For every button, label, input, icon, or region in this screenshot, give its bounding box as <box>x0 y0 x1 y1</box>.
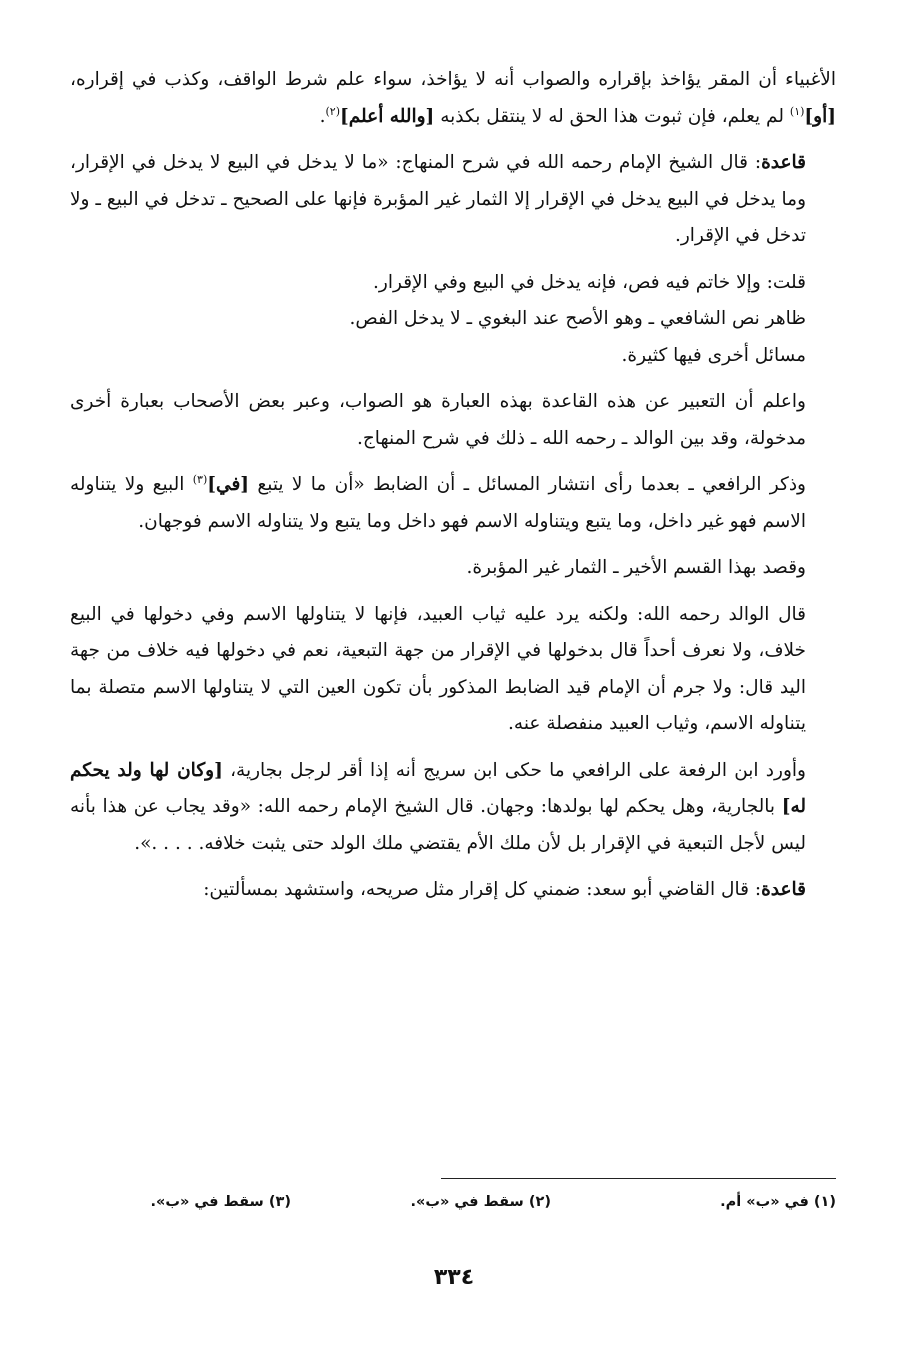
paragraph: قاعدة: قال القاضي أبو سعد: ضمني كل إقرار مثل صريحه، واستشهد بمسألتين: <box>203 879 806 900</box>
footnote-ref[interactable]: (١) <box>789 104 805 118</box>
footnote-2: (٢) سقط في «ب». <box>410 1194 551 1210</box>
paragraph-line: قلت: وإلا خاتم فيه فص، فإنه يدخل في البيع وفي الإقرار. <box>373 271 806 293</box>
paragraph: الأغبياء أن المقر يؤاخذ بإقراره والصواب أنه لا يؤاخذ، سواء علم شرط الواقف، وكذب في إقراره، [أو]$^{(١)}$ لم يعلم، فإن ثبوت هذا الحق له لا ينتقل بكذبه [والله أعلم]$^{(٢)}$. <box>70 69 836 127</box>
bracketed-insertion: [أو] <box>804 105 836 127</box>
paragraph: واعلم أن التعبير عن هذه القاعدة بهذه العبارة هو الصواب، وعبر بعض الأصحاب بعبارة أخرى مدخولة، وقد بين الوالد ـ رحمه الله ـ ذلك في شرح المنهاج. <box>70 391 806 449</box>
paragraph-line: مسائل أخرى فيها كثيرة. <box>621 344 806 366</box>
main-text <box>70 62 836 919</box>
footnote-ref[interactable]: (٢) <box>325 104 340 118</box>
bracketed-insertion: [في] <box>207 474 250 495</box>
footnote-divider <box>441 1178 836 1179</box>
paragraph: وذكر الرافعي ـ بعدما رأى انتشار المسائل ـ أن الضابط «أن ما لا يتبع [في]$^{(٣)}$ البيع ولا يتناوله الاسم فهو غير داخل، وما يتبع ويتناوله الاسم فهو داخل وما يتبع ولا يتناوله الاسم فوجهان. <box>70 472 806 532</box>
footnote-3: (٣) سقط في «ب». <box>150 1194 291 1210</box>
footnote-1: (١) في «ب» أم. <box>720 1194 836 1210</box>
paragraph: وأورد ابن الرفعة على الرافعي ما حكى ابن سريج أنه إذا أقر لرجل بجارية، [وكان لها ولد يحكم له] بالجارية، وهل يحكم لها بولدها: وجهان. قال الشيخ الإمام رحمه الله: «وقد يجاب عن هذا بأنه ليس لأجل التبعية في الإقرار بل لأن ملك الأم يقتضي ملك الولد حتى يثبت خلافه. . . . .». <box>70 759 806 854</box>
footnote-ref[interactable]: (٣) <box>192 472 208 486</box>
bracketed-insertion: [وكان لها ولد يحكم له] <box>70 759 806 817</box>
rule-heading: قاعدة <box>761 879 806 900</box>
paragraph: قاعدة: قال الشيخ الإمام رحمه الله في شرح المنهاج: «ما لا يدخل في البيع لا يدخل في الإقرار، وما يدخل في البيع يدخل في الإقرار إلا الثمار غير المؤبرة فإنها على الصحيح ـ تدخل في البيع ـ ولا تدخل في الإقرار. <box>70 152 806 246</box>
page-number: ٣٣٤ <box>433 1265 475 1290</box>
paragraph: وقصد بهذا القسم الأخير ـ الثمار غير المؤبرة. <box>466 557 806 578</box>
rule-heading: قاعدة <box>761 152 806 173</box>
paragraph: قال الوالد رحمه الله: ولكنه يرد عليه ثياب العبيد، فإنها لا يتناولها الاسم وفي دخولها في البيع خلاف، ولا نعرف أحداً قال بدخولها في الإقرار من جهة التبعية، نعم في دخولها فيه خلاف من جهة اليد قال: ولا جرم أن الإمام قيد الضابط المذكور بأن تكون العين التي لا يتناولها الاسم متصلة بما يتناوله الاسم، وثياب العبيد منفصلة عنه. <box>70 603 806 734</box>
bracketed-insertion: [والله أعلم] <box>339 105 435 127</box>
paragraph-line: ظاهر نص الشافعي ـ وهو الأصح عند البغوي ـ لا يدخل الفص. <box>349 308 806 329</box>
